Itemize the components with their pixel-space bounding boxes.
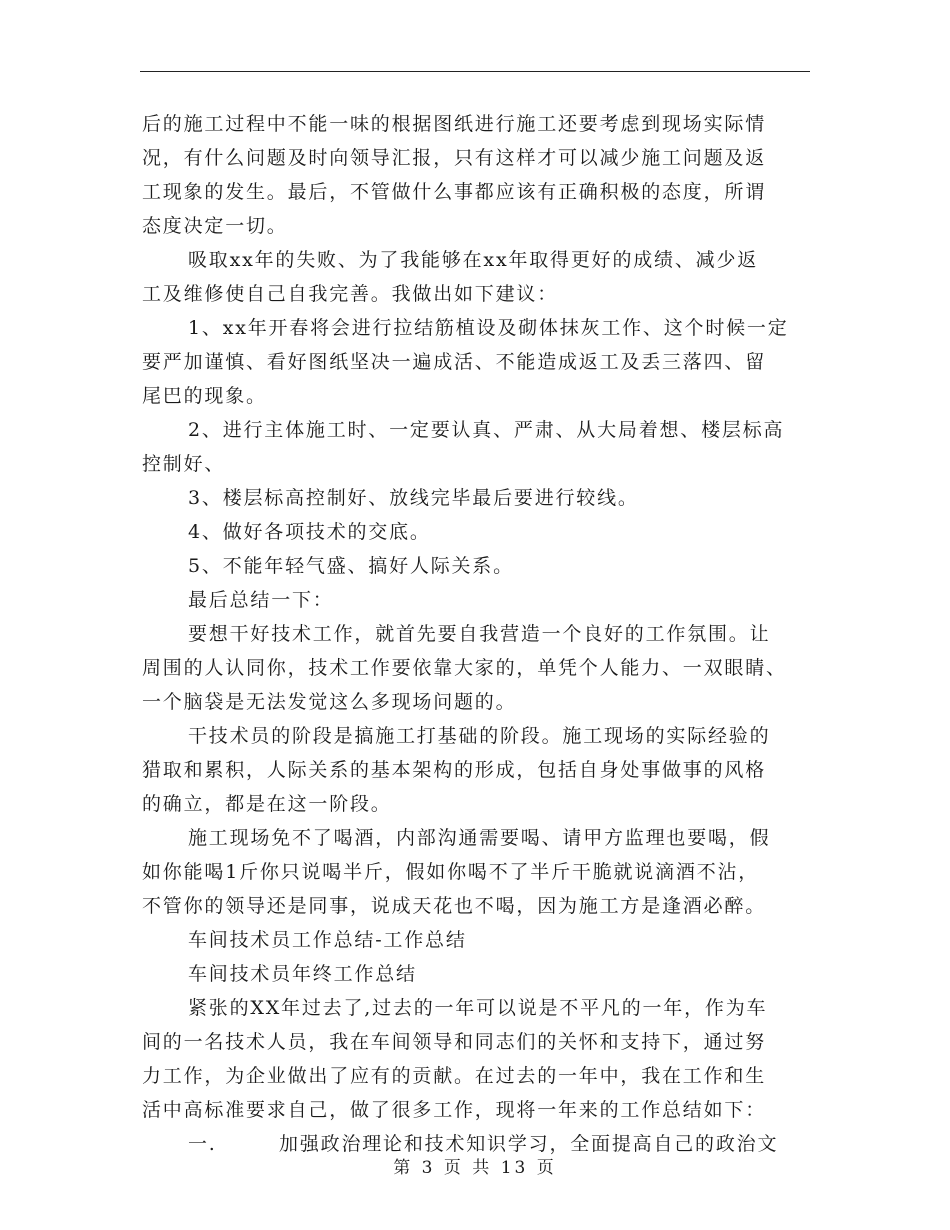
text-line: 吸取xx年的失败、为了我能够在xx年取得更好的成绩、减少返 <box>188 249 759 271</box>
page-number-footer: 第 3 页 共 13 页 <box>393 1158 557 1178</box>
text-line: 紧张的XX年过去了,过去的一年可以说是不平凡的一年，作为车 <box>188 997 768 1019</box>
paragraph-7 <box>142 549 812 583</box>
text-line: 3、楼层标高控制好、放线完毕最后要进行较线。 <box>188 487 639 509</box>
text-line: 如你能喝1斤你只说喝半斤，假如你喝不了半斤干脆就说滴酒不沾， <box>142 861 760 883</box>
text-line: 力工作，为企业做出了应有的贡献。在过去的一年中，我在工作和生 <box>142 1065 767 1087</box>
text-line: 后的施工过程中不能一味的根据图纸进行施工还要考虑到现场实际情 <box>142 113 767 135</box>
text-line: 周围的人认同你，技术工作要依靠大家的，单凭个人能力、一双眼睛、 <box>142 657 787 679</box>
text-line: 车间技术员工作总结-工作总结 <box>188 929 467 951</box>
text-line: 要严加谨慎、看好图纸坚决一遍成活、不能造成返工及丢三落四、留 <box>142 351 767 373</box>
text-line: 况，有什么问题及时向领导汇报，只有这样才可以减少施工问题及返 <box>142 147 767 169</box>
text-line: 要想干好技术工作，就首先要自我营造一个良好的工作氛围。让 <box>188 623 771 645</box>
header-rule <box>140 71 810 72</box>
text-line: 干技术员的阶段是搞施工打基础的阶段。施工现场的实际经验的 <box>188 725 771 747</box>
paragraph-8 <box>142 583 812 617</box>
text-line: 活中高标准要求自己，做了很多工作，现将一年来的工作总结如下： <box>142 1099 767 1121</box>
section-title <box>142 923 812 957</box>
section-subtitle <box>142 957 812 991</box>
paragraph-9 <box>142 617 812 719</box>
text-line: 车间技术员年终工作总结 <box>188 963 417 985</box>
document-body <box>142 107 812 1161</box>
text-line: 的确立，都是在这一阶段。 <box>142 793 392 815</box>
text-line: 猎取和累积，人际关系的基本架构的形成，包括自身处事做事的风格 <box>142 759 767 781</box>
text-line: 控制好、 <box>142 453 226 475</box>
text-line: 1、xx年开春将会进行拉结筋植设及砌体抹灰工作、这个时候一定 <box>188 317 789 339</box>
text-line: 间的一名技术人员，我在车间领导和同志们的关怀和支持下，通过努 <box>142 1031 767 1053</box>
text-line: 尾巴的现象。 <box>142 385 267 407</box>
paragraph-1 <box>142 107 812 243</box>
paragraph-11 <box>142 821 812 923</box>
text-line: 一. 加强政治理论和技术知识学习，全面提高自己的政治文 <box>188 1133 779 1155</box>
text-line: 2、进行主体施工时、一定要认真、严肃、从大局着想、楼层标高 <box>188 419 785 441</box>
text-line: 最后总结一下： <box>188 589 334 611</box>
paragraph-3 <box>142 311 812 413</box>
paragraph-10 <box>142 719 812 821</box>
text-line: 施工现场免不了喝酒，内部沟通需要喝、请甲方监理也要喝，假 <box>188 827 771 849</box>
paragraph-5 <box>142 481 812 515</box>
paragraph-14 <box>142 991 812 1127</box>
text-line: 5、不能年轻气盛、搞好人际关系。 <box>188 555 514 577</box>
text-line: 态度决定一切。 <box>142 215 288 237</box>
text-line: 4、做好各项技术的交底。 <box>188 521 431 543</box>
text-line: 工现象的发生。最后，不管做什么事都应该有正确积极的态度，所谓 <box>142 181 767 203</box>
paragraph-6 <box>142 515 812 549</box>
paragraph-2 <box>142 243 812 311</box>
text-line: 一个脑袋是无法发觉这么多现场问题的。 <box>142 691 517 713</box>
text-line: 工及维修使自己自我完善。我做出如下建议： <box>142 283 559 305</box>
text-line: 不管你的领导还是同事，说成天花也不喝，因为施工方是逢酒必醉。 <box>142 895 767 917</box>
paragraph-4 <box>142 413 812 481</box>
